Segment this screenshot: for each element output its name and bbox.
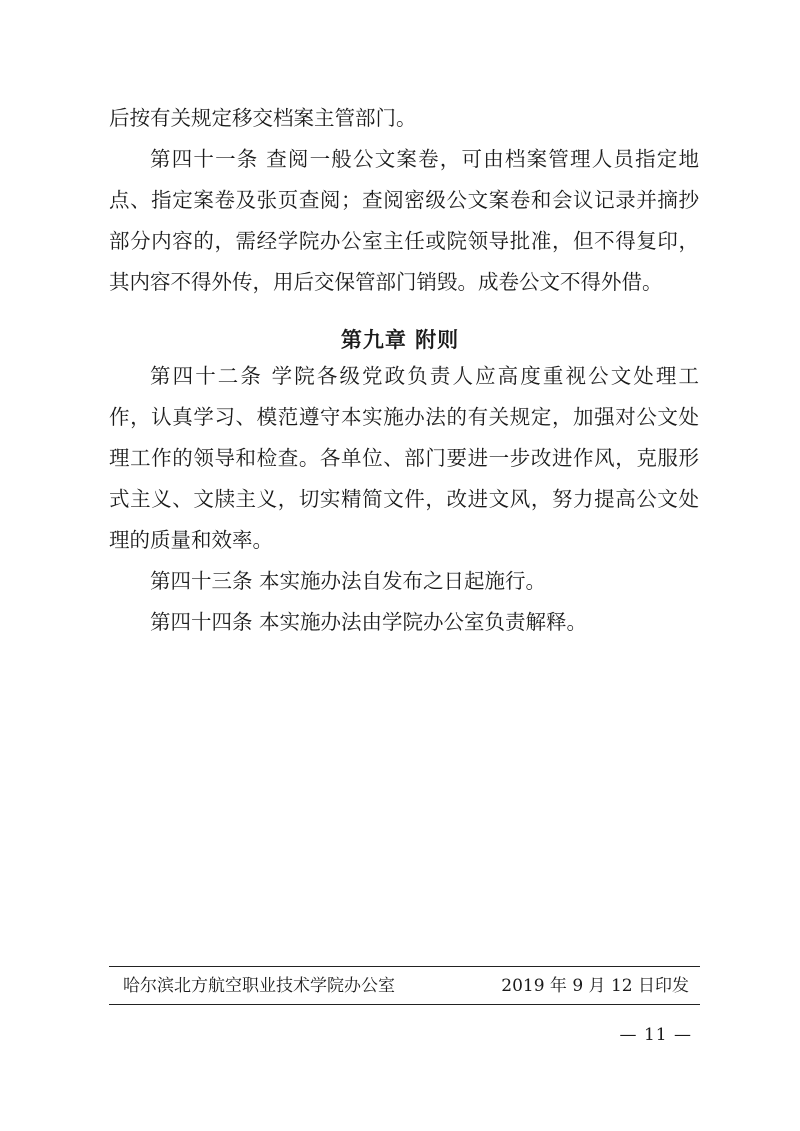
article-42-line-2: 作，认真学习、模范遵守本实施办法的有关规定，加强对公文处 (109, 405, 699, 429)
footer-top-rule (109, 966, 700, 967)
chapter-9-title: 第九章 附则 (340, 328, 460, 352)
article-42-line-1: 第四十二条 学院各级党政负责人应高度重视公文处理工 (150, 364, 699, 388)
article-41-line-4: 其内容不得外传，用后交保管部门销毁。成卷公文不得外借。 (109, 270, 663, 294)
article-41-line-1: 第四十一条 查阅一般公文案卷，可由档案管理人员指定地 (150, 147, 699, 171)
footer-print-date: 2019 年 9 月 12 日印发 (501, 976, 689, 996)
article-41-line-3: 部分内容的，需经学院办公室主任或院领导批准，但不得复印， (109, 229, 699, 253)
article-42-line-5: 理的质量和效率。 (109, 528, 273, 552)
footer-bottom-rule (109, 1004, 700, 1005)
page-number: — 11 — (619, 1025, 692, 1045)
footer-issuer: 哈尔滨北方航空职业技术学院办公室 (123, 976, 395, 996)
article-43: 第四十三条 本实施办法自发布之日起施行。 (150, 569, 547, 593)
article-41-line-2: 点、指定案卷及张页查阅；查阅密级公文案卷和会议记录并摘抄 (109, 188, 699, 212)
chapter-9-body (109, 356, 699, 643)
article-42-line-3: 理工作的领导和检查。各单位、部门要进一步改进作风，克服形 (109, 446, 699, 470)
article-44: 第四十四条 本实施办法由学院办公室负责解释。 (150, 610, 588, 634)
article-42-line-4: 式主义、文牍主义，切实精简文件，改进文风，努力提高公文处 (109, 487, 699, 511)
article-40-tail-line: 后按有关规定移交档案主管部门。 (109, 106, 417, 130)
article-41-section (109, 98, 699, 303)
